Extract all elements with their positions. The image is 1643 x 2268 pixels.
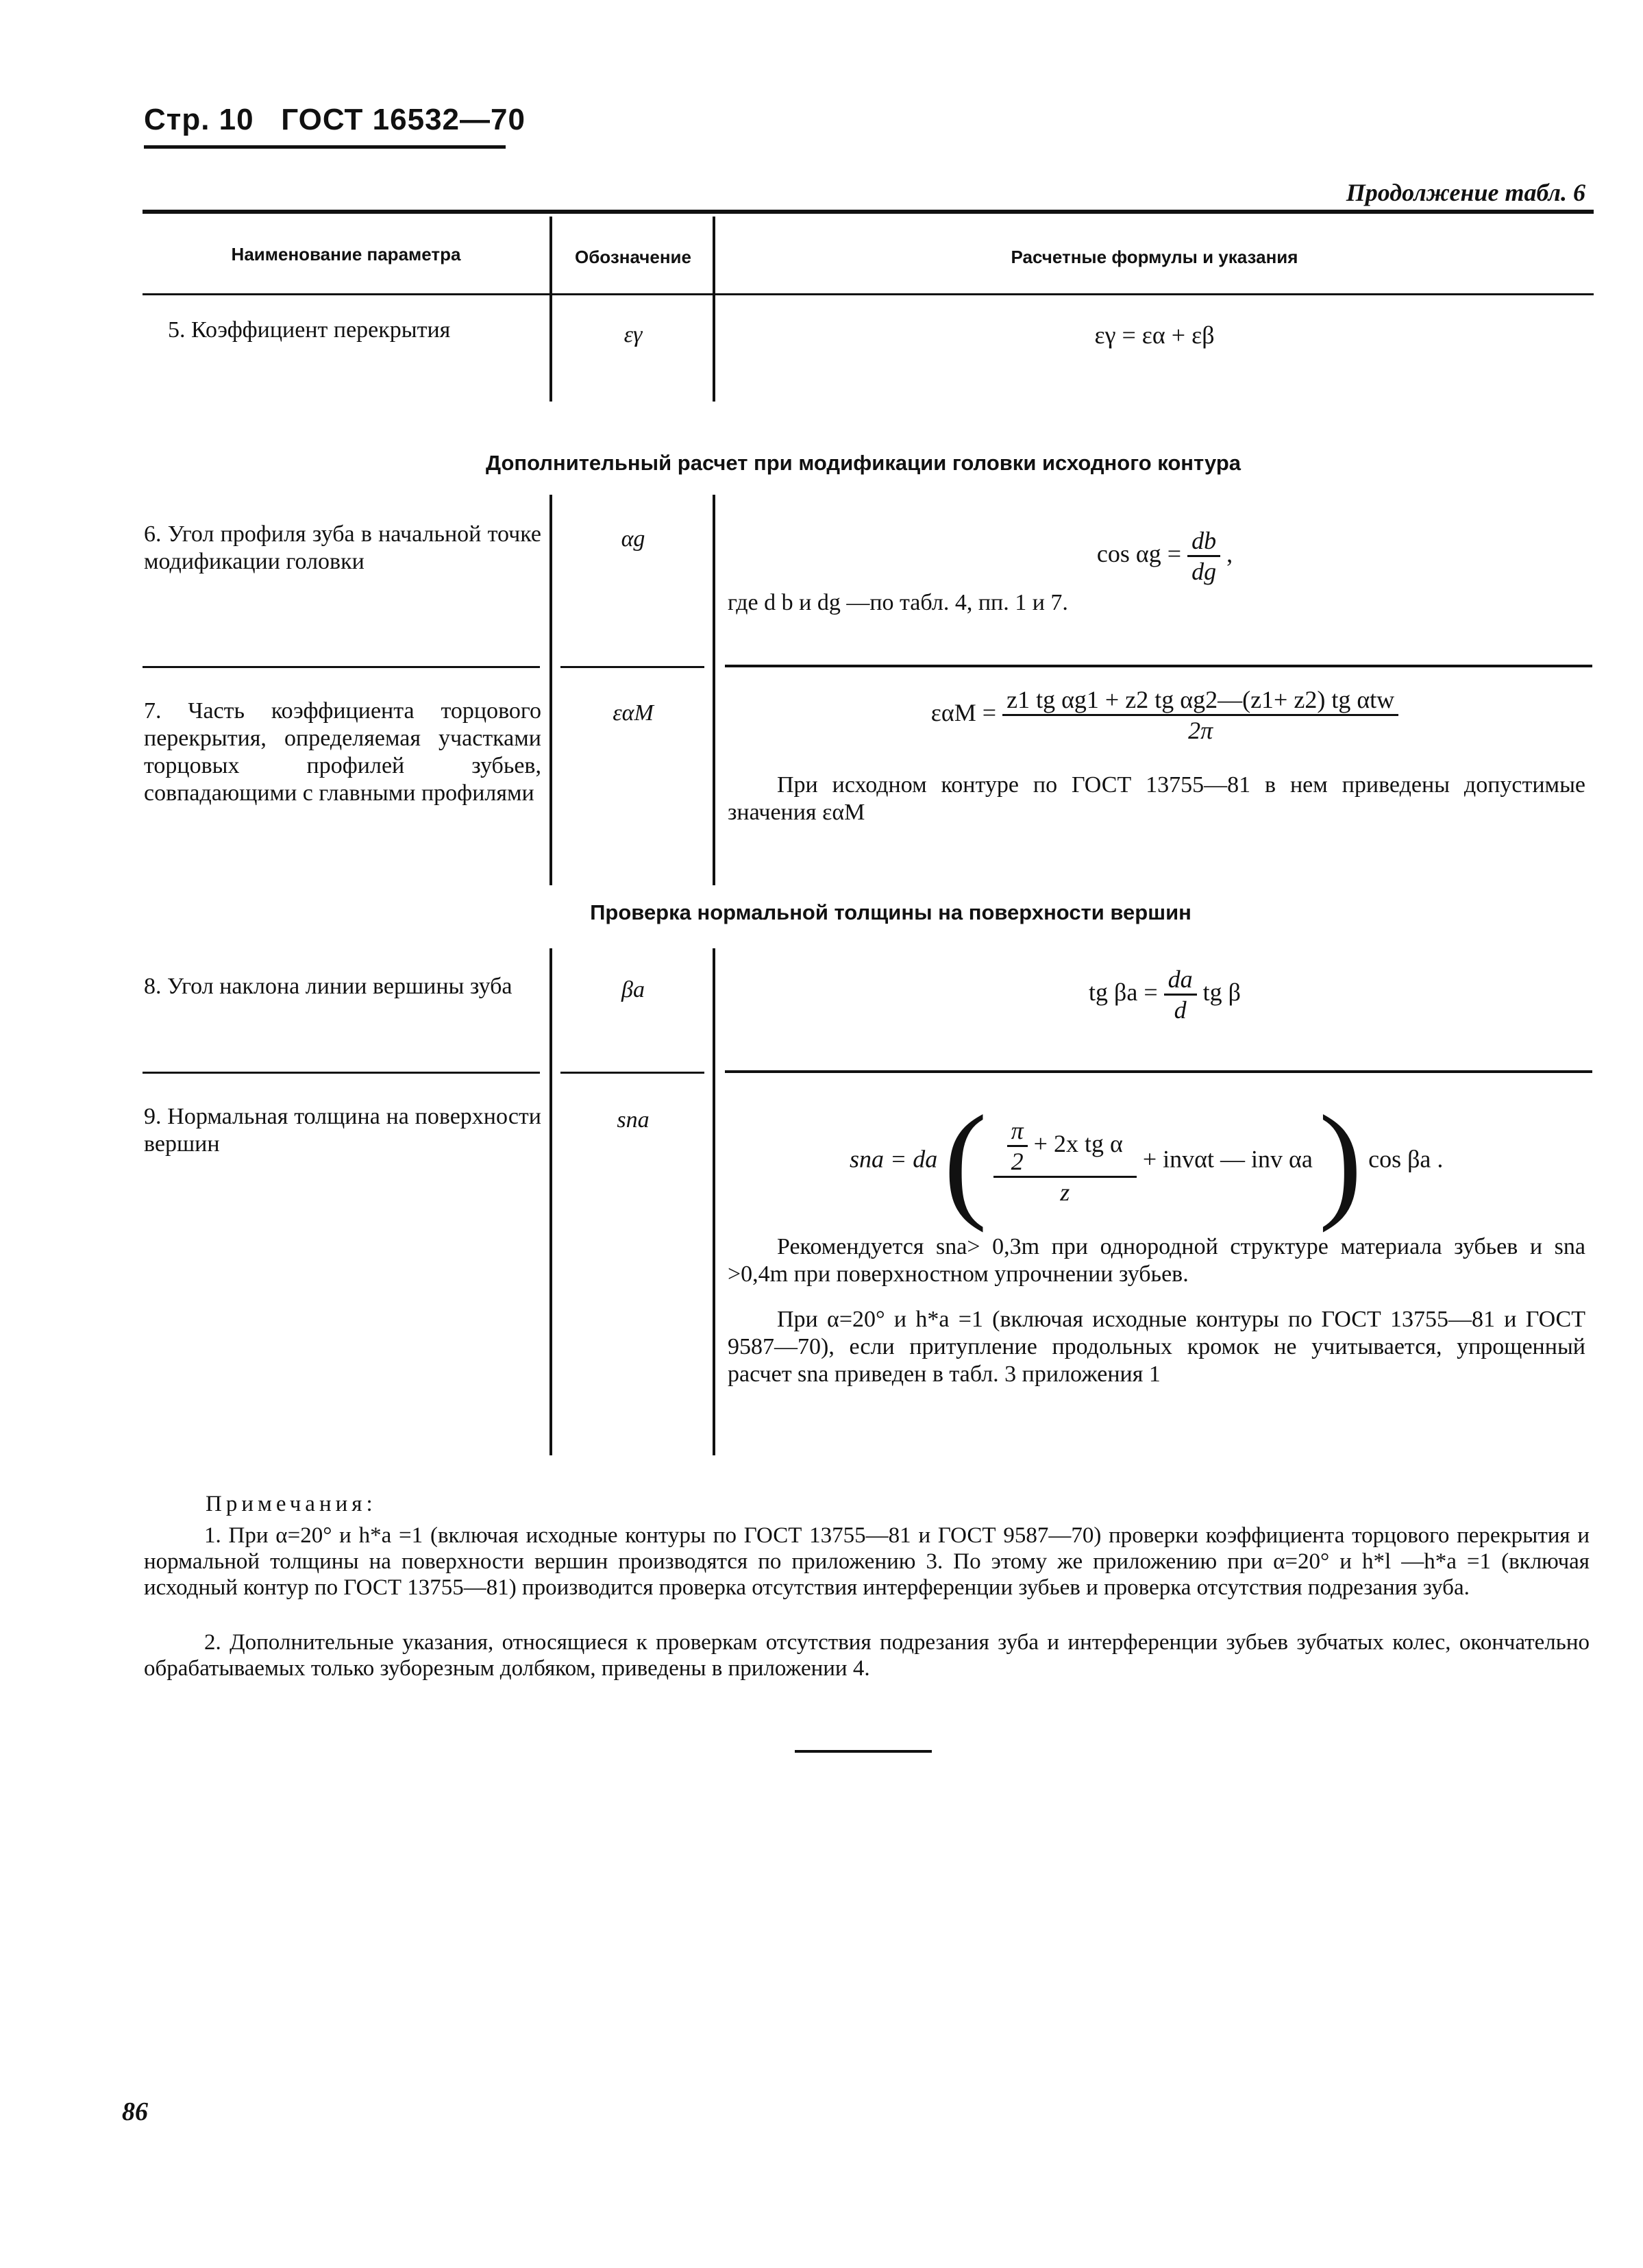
right-paren: ) — [1318, 1089, 1363, 1233]
col-divider-1 — [549, 948, 552, 1455]
row-rule — [725, 1070, 1592, 1073]
param-note-6: где d b и dg —по табл. 4, пп. 1 и 7. — [728, 590, 1068, 615]
page-number: 86 — [122, 2097, 148, 2126]
fraction-numerator: db — [1187, 526, 1220, 557]
param-formula-6 — [891, 526, 1439, 586]
formula-fraction — [993, 1116, 1137, 1207]
page-header — [144, 103, 526, 137]
param-name-7: 7. Часть коэффициента торцового перекрытия, определяемая участками торцовых профилей зубьев, совпадающими с главными профилями — [144, 698, 541, 806]
param-name-5: 5. Коэффициент перекрытия — [168, 317, 451, 343]
fraction-numerator — [993, 1116, 1137, 1178]
table-header-rule — [143, 293, 1594, 295]
pi-half-fraction — [1007, 1116, 1028, 1176]
table-continuation: Продолжение табл. 6 — [1346, 179, 1585, 206]
param-formula-5: εγ = εα + εβ — [1094, 321, 1215, 349]
formula-fraction — [1164, 965, 1197, 1024]
row-rule — [560, 1072, 704, 1074]
fraction-denominator: z — [1060, 1179, 1070, 1206]
row-rule — [725, 665, 1592, 667]
end-divider — [795, 1750, 932, 1753]
pi-denominator: 2 — [1011, 1148, 1024, 1175]
param-symbol-9: sna — [617, 1107, 650, 1133]
fraction-numerator: z1 tg αg1 + z2 tg αg2—(z1+ z2) tg αtw — [1002, 685, 1398, 716]
pi-numerator: π — [1007, 1116, 1028, 1147]
param-symbol-6: αg — [621, 526, 645, 552]
formula-tail: tg β — [1202, 978, 1241, 1006]
formula-tail: , — [1226, 539, 1233, 567]
param-note-7: При исходном контуре по ГОСТ 13755—81 в нем приведены допустимые значения εαM — [728, 772, 1585, 825]
col-divider-2 — [713, 217, 715, 402]
notes-title: Примечания: — [206, 1492, 377, 1516]
param-formula-8 — [891, 965, 1439, 1024]
formula-lhs: tg βa = — [1089, 978, 1158, 1006]
fraction-denominator: dg — [1191, 558, 1217, 585]
numerator-tail: + 2x tg α — [1033, 1129, 1123, 1157]
fraction-numerator: da — [1164, 965, 1197, 996]
param-symbol-8: βa — [621, 977, 645, 1002]
col-divider-2 — [713, 948, 715, 1455]
param-note-9b: При α=20° и h*a =1 (включая исходные контуры по ГОСТ 13755—81 и ГОСТ 9587—70), если притупление продольных кромок не учитывается, упрощенный расчет sna приведен в табл. 3 приложения 1 — [728, 1307, 1585, 1387]
formula-lhs: εαM = — [930, 698, 997, 726]
param-name-6: 6. Угол профиля зуба в начальной точке модификации головки — [144, 521, 541, 574]
col-divider-2 — [713, 495, 715, 885]
param-formula-9 — [850, 1089, 1596, 1233]
formula-fraction — [1002, 685, 1398, 745]
note-2: 2. Дополнительные указания, относящиеся к проверкам отсутствия подрезания зуба и интерференции зубьев зубчатых колес, окончательно обрабатываемых только зуборезным долбяком, приведены в приложении 4. — [144, 1630, 1590, 1681]
header-underline — [144, 145, 506, 149]
param-formula-7 — [754, 685, 1576, 745]
section-heading-thickness-check: Проверка нормальной толщины на поверхности вершин — [590, 900, 1191, 924]
formula-lhs: sna = da — [850, 1145, 938, 1173]
column-header-symbol: Обозначение — [575, 247, 691, 267]
row-rule — [143, 1072, 540, 1074]
fraction-denominator: d — [1174, 996, 1187, 1024]
note-1: 1. При α=20° и h*a =1 (включая исходные контуры по ГОСТ 13755—81 и ГОСТ 9587—70) проверки коэффициента торцового перекрытия и нормальной толщины на поверхности вершин производятся по приложению 3. По этому же приложению при α=20° и h*l —h*a =1 (включая исходный контур по ГОСТ 13755—81) производится проверка отсутствия интерференции зубьев и проверка отсутствия подрезания зуба. — [144, 1523, 1590, 1600]
param-note-9a: Рекомендуется sna> 0,3m при однородной структуре материала зубьев и sna >0,4m при поверхностном упрочнении зубьев. — [728, 1234, 1585, 1287]
col-divider-1 — [549, 217, 552, 402]
fraction-denominator: 2π — [1188, 717, 1213, 744]
row-rule — [143, 666, 540, 668]
page-label: Стр. 10 — [144, 103, 254, 136]
param-name-8: 8. Угол наклона линии вершины зуба — [144, 974, 512, 999]
formula-cos-term: cos βa . — [1368, 1145, 1444, 1173]
param-symbol-7: εαM — [613, 700, 654, 726]
param-name-9: 9. Нормальная толщина на поверхности вершин — [144, 1104, 541, 1157]
formula-lhs: cos αg = — [1096, 539, 1182, 567]
left-paren: ( — [943, 1089, 987, 1233]
formula-fraction — [1187, 526, 1220, 586]
param-symbol-5: εγ — [623, 322, 643, 347]
row-rule — [560, 666, 704, 668]
formula-inv-terms: + invαt — inv αa — [1142, 1145, 1313, 1173]
table-top-rule — [143, 210, 1594, 214]
col-divider-1 — [549, 495, 552, 885]
column-header-name: Наименование параметра — [231, 244, 461, 264]
column-header-formula: Расчетные формулы и указания — [1011, 247, 1298, 267]
section-heading-modification: Дополнительный расчет при модификации головки исходного контура — [485, 451, 1241, 475]
standard-number: ГОСТ 16532—70 — [281, 103, 526, 136]
